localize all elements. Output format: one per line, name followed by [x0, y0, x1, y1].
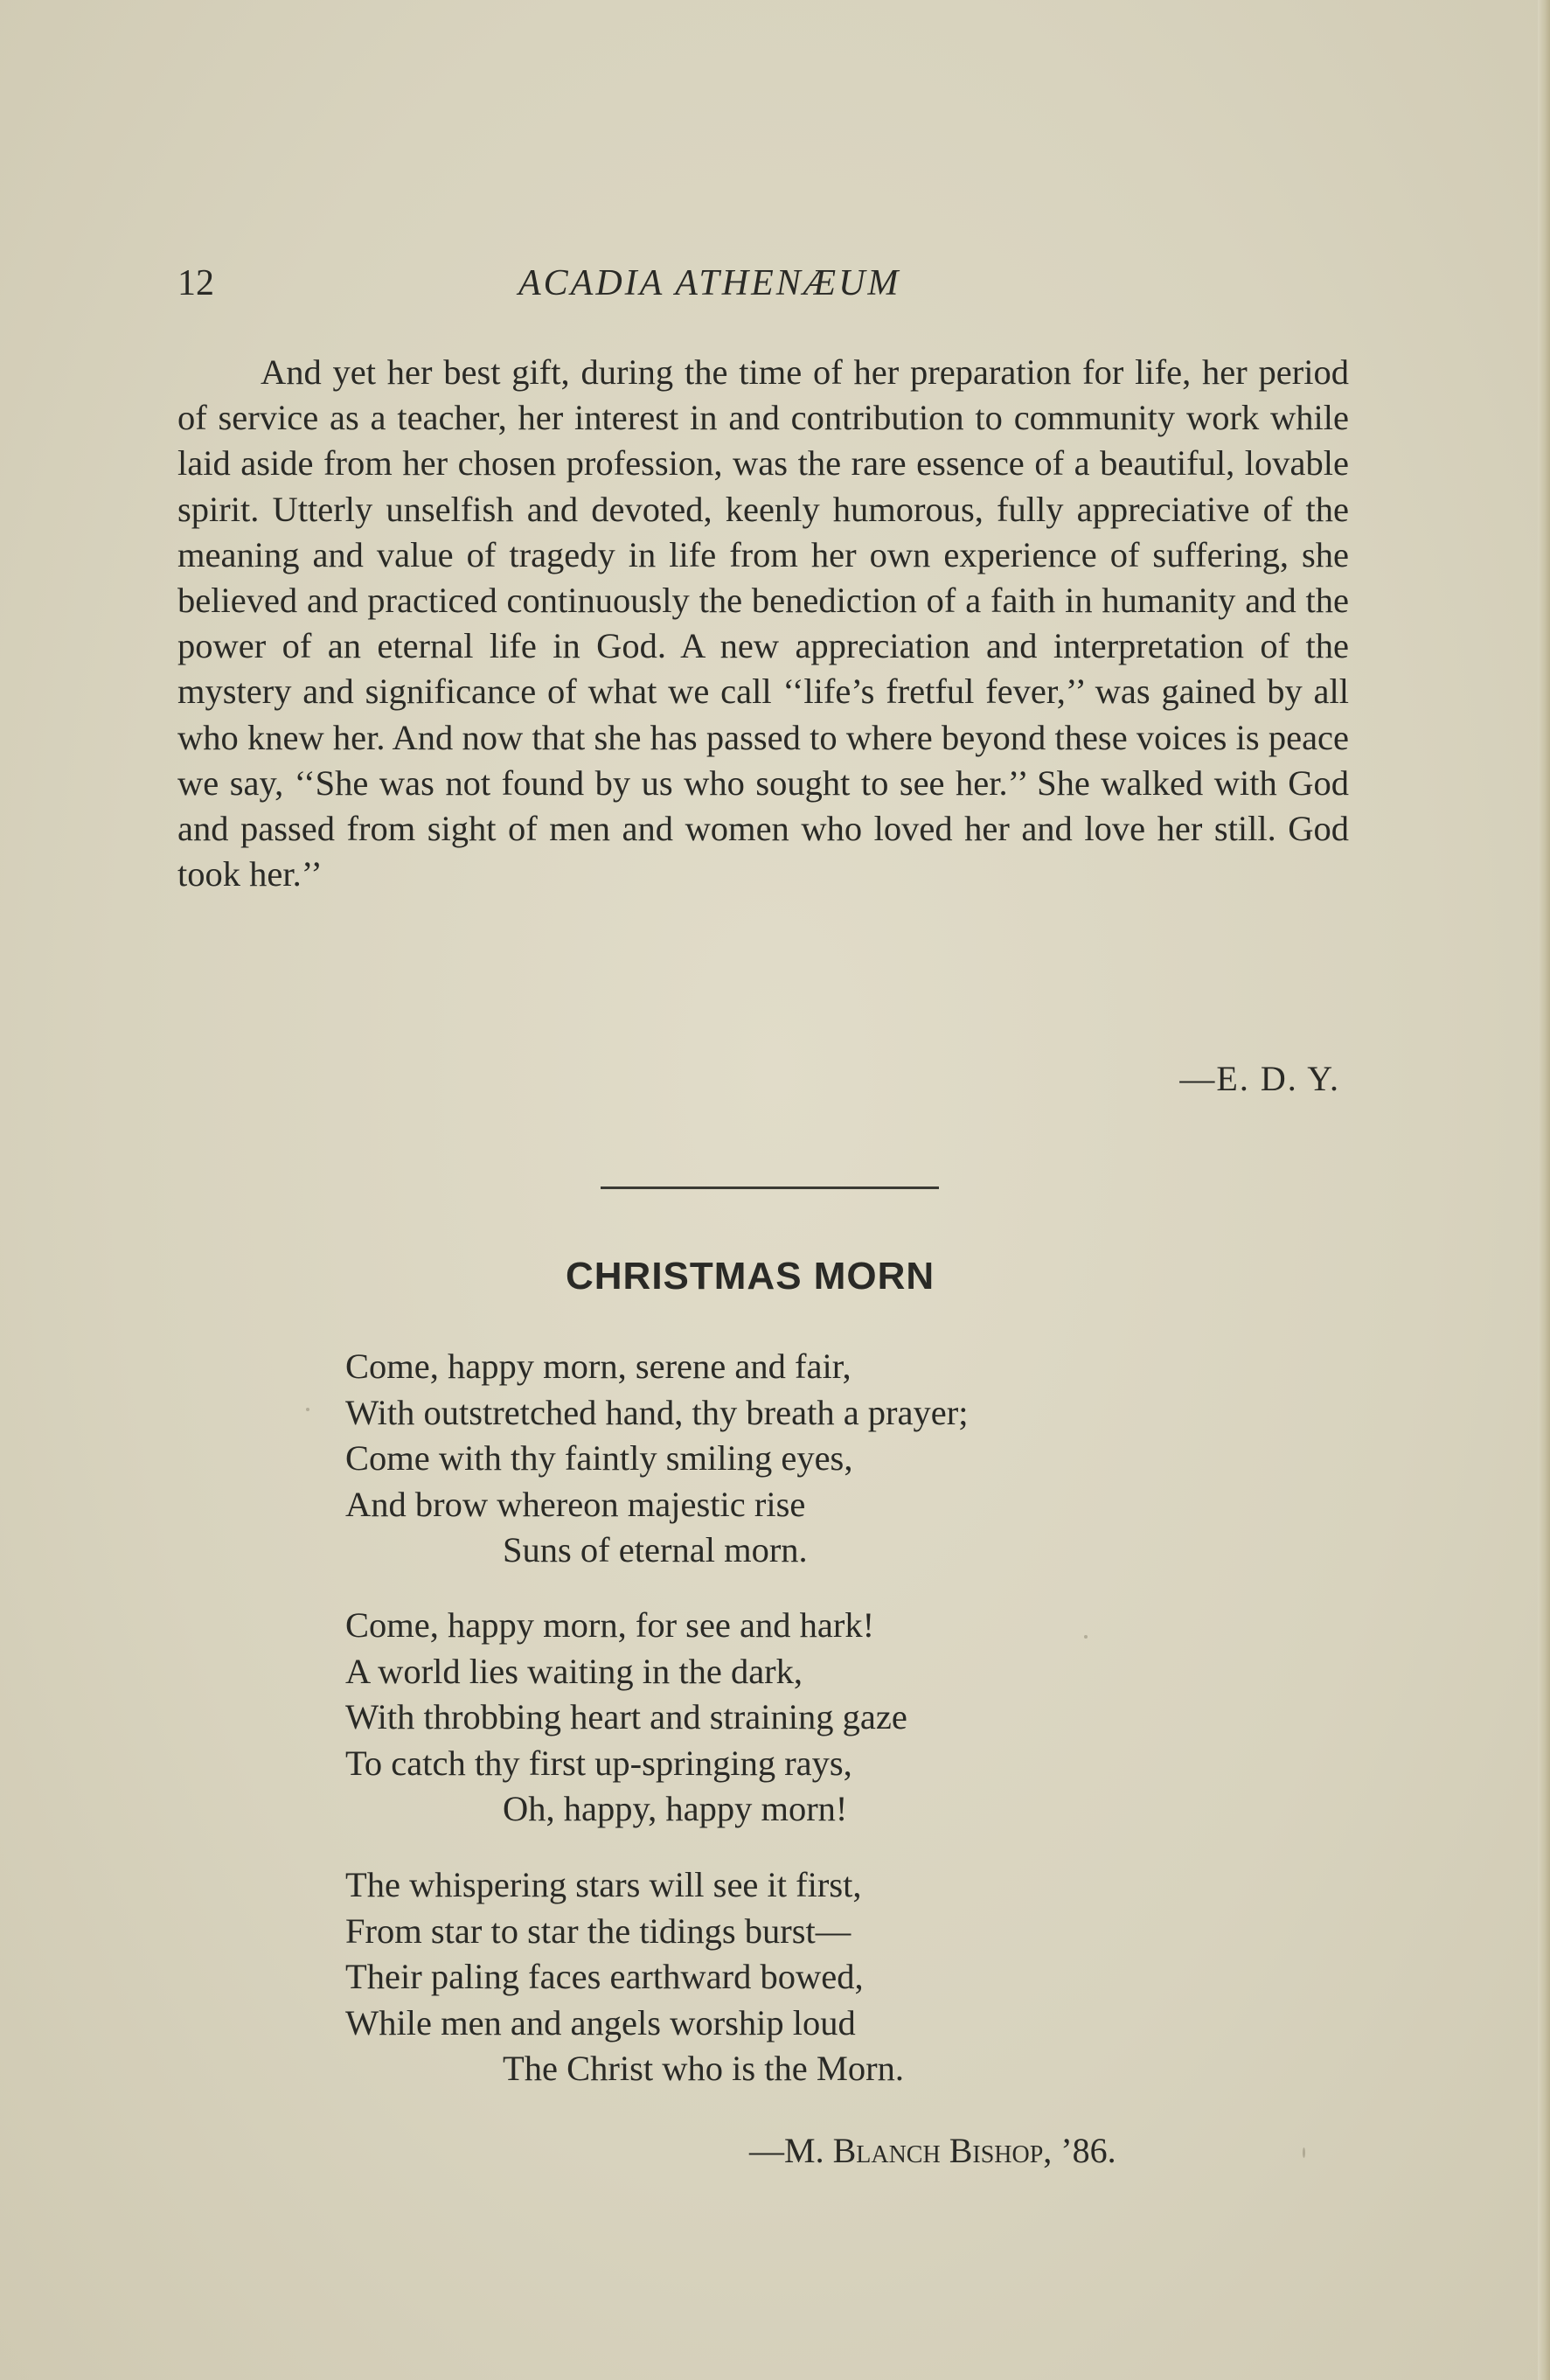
poem-line: Come with thy faintly smiling eyes, — [345, 1438, 853, 1478]
poem-stanza-1 — [345, 1344, 969, 1574]
signature-dash: —M. — [749, 2131, 833, 2170]
poem-stanza-3 — [345, 1862, 904, 2092]
signature-first-name: Blanch — [832, 2131, 941, 2170]
poem-line: Suns of eternal morn. — [503, 1530, 808, 1569]
poem-line: And brow whereon majestic rise — [345, 1484, 806, 1524]
memorial-paragraph: And yet her best gift, during the time of her preparation for life, her period of service as a teacher, her interest in and contribution to community work while laid aside from her chosen profession, was the rare essence of a beautiful, lovable spirit. Utterly unselfish and devoted, keenly humorous, fully appreciative of the meaning and value of tragedy in life from her own experience of suffering, she believed and practiced continuously the benediction of a faith in humanity and the power of an eternal life in God. A new appreciation and interpretation of the mystery and significance of what we call ‘‘life’s fretful fever,’’ was gained by all who knew her. And now that she has passed to where beyond these voices is peace we say, ‘‘She was not found by us who sought to see her.’’ She walked with God and passed from sight of men and women who loved her and love her still. God took her.’’ — [177, 352, 1349, 894]
paper-speck — [1084, 1635, 1088, 1639]
poem-line: With outstretched hand, thy breath a prayer; — [345, 1392, 969, 1432]
poem-title: CHRISTMAS MORN — [566, 1255, 935, 1298]
prose-signature: —E. D. Y. — [1179, 1059, 1340, 1098]
page-edge — [1538, 0, 1550, 2380]
poem-line: Oh, happy, happy morn! — [503, 1789, 848, 1828]
signature-year: , ’86. — [1043, 2131, 1116, 2170]
poem-line: The whispering stars will see it first, — [345, 1865, 862, 1904]
poem-line: To catch thy first up-springing rays, — [345, 1743, 852, 1783]
poem-line: While men and angels worship loud — [345, 2002, 856, 2042]
signature-last-name: Bishop — [949, 2131, 1044, 2170]
paper-speck — [306, 1408, 309, 1411]
poem-line: Come, happy morn, serene and fair, — [345, 1347, 851, 1386]
page-number: 12 — [177, 263, 214, 303]
poem-line: With throbbing heart and straining gaze — [345, 1697, 907, 1736]
poem-line: A world lies waiting in the dark, — [345, 1651, 803, 1691]
poem-line: The Christ who is the Morn. — [503, 2049, 904, 2088]
poem-line: Their paling faces earthward bowed, — [345, 1957, 864, 1996]
running-head — [177, 262, 1340, 315]
section-divider — [601, 1187, 939, 1189]
poem-line: From star to star the tidings burst— — [345, 1910, 851, 1951]
paper-speck — [1303, 2147, 1305, 2158]
journal-title: ACADIA ATHENÆUM — [518, 263, 901, 303]
poem-line: Come, happy morn, for see and hark! — [345, 1605, 875, 1645]
poem-signature — [749, 2130, 1116, 2171]
poem-stanza-2 — [345, 1603, 907, 1833]
